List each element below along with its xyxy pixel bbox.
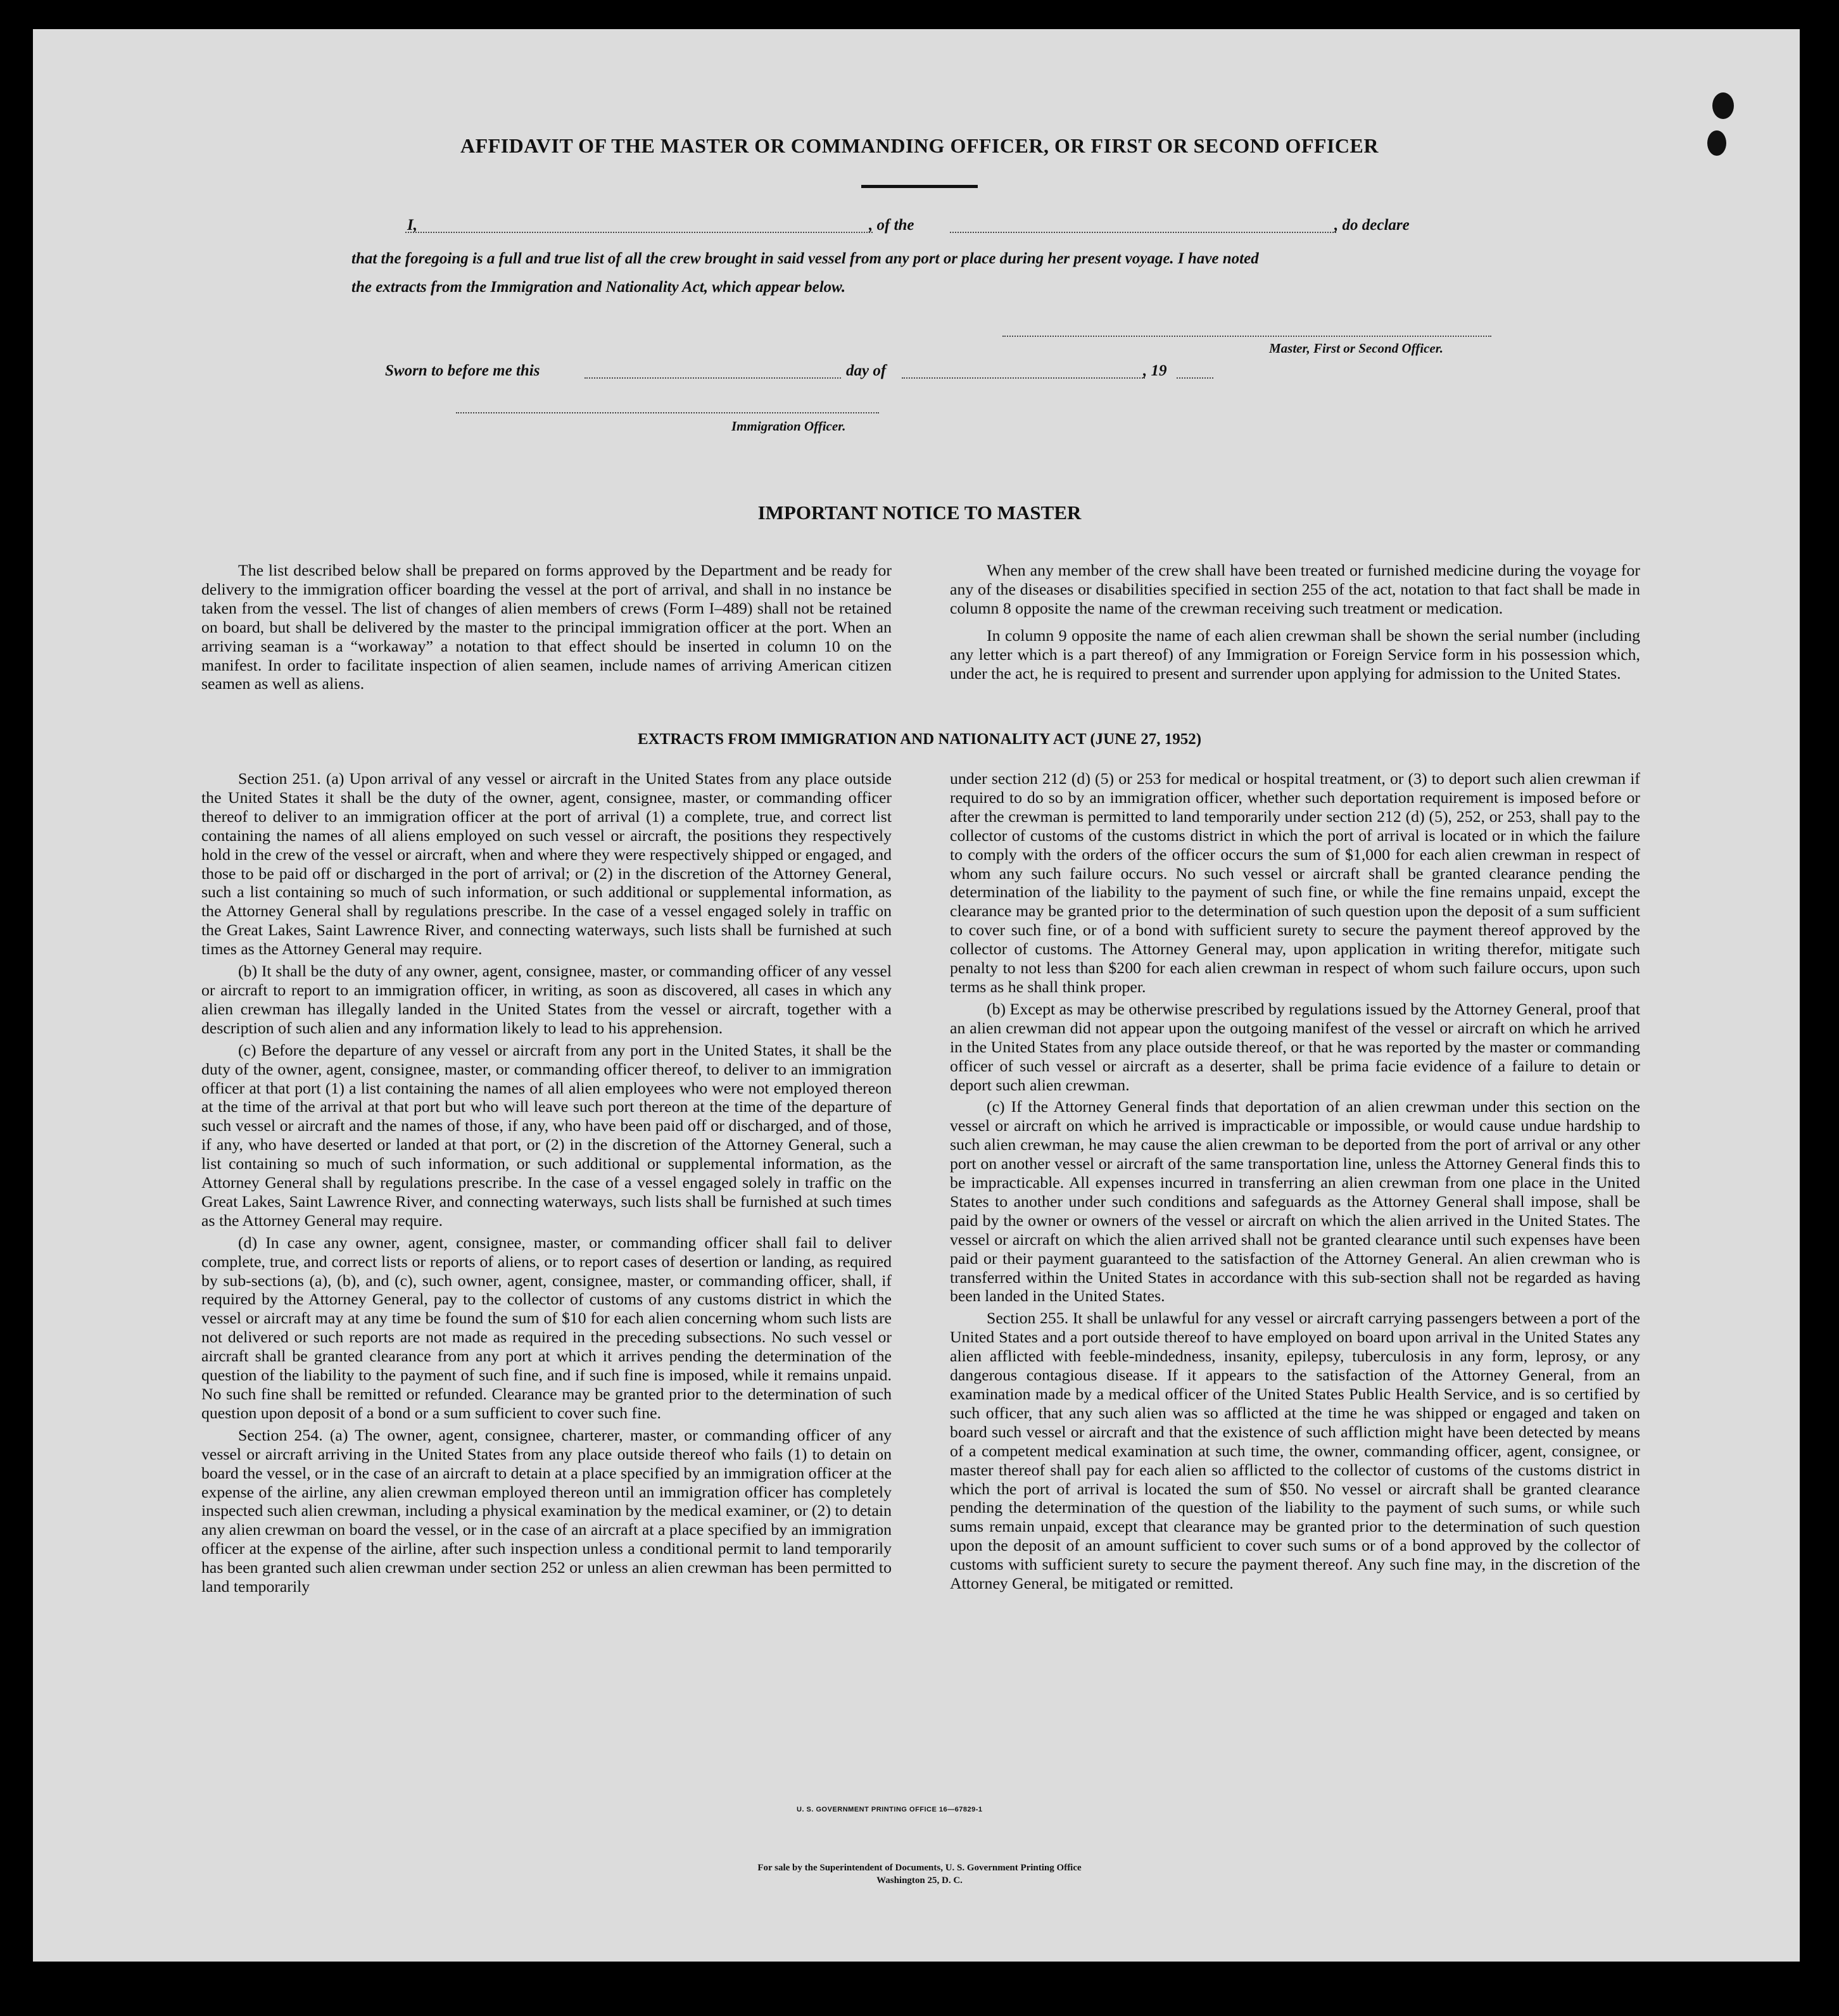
affidavit-do-declare: , do declare (1334, 217, 1410, 234)
sworn-prefix: Sworn to before me this (385, 362, 540, 379)
footer-line-2: Washington 25, D. C. (876, 1875, 963, 1886)
affidavit-statement (351, 244, 1491, 301)
act-paragraph: (c) Before the departure of any vessel or aircraft from any port in the United States, it shall be the duty of the owner, agent, consignee, master, or commanding officer thereof, to deliver to an immigration officer at that port (1) a list containing the names of all alien employees who were not employed thereon at the time of the arrival at that port but who will leave such port thereon at the time of the departure of such vessel or aircraft and the names of those, if any, who have been paid off or discharged, and of those, if any, who have deserted or landed at that port, or (2) in the discretion of the Attorney General, such a list containing so much of such information, or such additional or supplemental information, as the Attorney General shall by regulations prescribe. In the case of a vessel engaged solely in traffic on the Great Lakes, Saint Lawrence River, and connecting waterways, such lists shall be furnished at such times as the Attorney General may require. (201, 1040, 892, 1230)
officer-signature-line[interactable] (456, 412, 879, 413)
notice-paragraph: When any member of the crew shall have been treated or furnished medicine during the voyage for any of the diseases or disabilities specified in section 255 of the act, notation to that fact shall be made in column 8 opposite the name of the crewman receiving such treatment or medication. (950, 561, 1640, 617)
notice-paragraph: In column 9 opposite the name of each alien crewman shall be shown the serial number (including any letter which is a part thereof) of any Immigration or Foreign Service form in his possession which, under the act, he is required to present and surrender upon applying for admission to the United States. (950, 626, 1640, 683)
notice-left-column (201, 561, 892, 696)
affidavit-i: I, (407, 217, 417, 234)
notice-right-column (950, 561, 1640, 686)
affidavit-title: AFFIDAVIT OF THE MASTER OR COMMANDING OFFICER, OR FIRST OR SECOND OFFICER (460, 134, 1379, 157)
act-paragraph: (d) In case any owner, agent, consignee, master, or commanding officer shall fail to deliver complete, true, and correct lists or reports of aliens, or to report cases of desertion or landing, as required by sub-sections (a), (b), and (c), such owner, agent, consignee, master, or commanding officer, shall, if required by the Attorney General, pay to the collector of customs of any customs district in which the vessel or aircraft may at any time be found the sum of $10 for each alien concerning whom such lists are not delivered or such reports are not made as required in the preceding subsections. No such vessel or aircraft shall be granted clearance from any port at which it arrives pending the determination of the question of the liability to the payment of such fine, and if such fine is imposed, while it remains unpaid. No such fine shall be remitted or refunded. Clearance may be granted prior to the determination of such question upon deposit of a bond or a sum sufficient to cover such fine. (201, 1233, 892, 1422)
sworn-day-of: day of (846, 362, 887, 379)
extracts-title: EXTRACTS FROM IMMIGRATION AND NATIONALITY ACT (JUNE 27, 1952) (637, 731, 1202, 748)
vessel-blank[interactable] (950, 232, 1336, 233)
officer-signature-label: Immigration Officer. (731, 419, 846, 434)
act-paragraph: (b) It shall be the duty of any owner, agent, consignee, master, or commanding officer of any vessel or aircraft to report to an immigration officer, in writing, as soon as discovered, all cases in which any alien crewman has illegally landed in the United States from the vessel or aircraft, together with a description of such alien and any information likely to lead to his apprehension. (201, 962, 892, 1037)
notice-paragraph: The list described below shall be prepared on forms approved by the Department and be ready for delivery to the immigration officer boarding the vessel at the port of arrival, and shall in no instance be taken from the vessel. The list of changes of alien members of crews (Form I–489) shall not be retained on board, but shall be delivered by the master to the principal immigration officer at the port. When an arriving seaman is a “workaway” a notation to that effect should be inserted in column 10 on the manifest. In order to facilitate inspection of alien seamen, include names of arriving American citizen seamen as well as aliens. (201, 561, 892, 693)
act-paragraph: under section 212 (d) (5) or 253 for medical or hospital treatment, or (3) to deport such alien crewman if required to do so by an immigration officer, whether such deportation requirement is imposed before or after the crewman is permitted to land temporarily under section 212 (d) (5), 252, or 253, shall pay to the collector of customs of the customs district in which the port of arrival is located or in which the failure to comply with the orders of the officer occurs the sum of $1,000 for each alien crewman in respect of whom any such failure occurs. No such vessel or aircraft shall be granted clearance pending the determination of the liability to the payment of such fine, or while the fine remains unpaid, except the clearance may be granted prior to the determination of such question upon the deposit of a sum sufficient to cover such fine, or of a bond with sufficient surety to secure the payment thereof approved by the collector of customs. The Attorney General may, upon application in writing therefor, mitigate such penalty to not less than $200 for each alien crewman in respect of whom such failure occurs, upon such terms as he shall think proper. (950, 769, 1640, 996)
footer-line-1: For sale by the Superintendent of Documents, U. S. Government Printing Office (757, 1863, 1082, 1873)
act-paragraph: Section 254. (a) The owner, agent, consignee, charterer, master, or commanding officer of any vessel or aircraft arriving in the United States from any place outside thereof who fails (1) to detain on board the vessel, or in the case of an aircraft to detain at a place specified by an immigration officer at the expense of the airline, any alien crewman employed thereon until an immigration officer has completely inspected such alien crewman, including a physical examination by the medical examiner, or (2) to detain any alien crewman on board the vessel, or in the case of an aircraft at a place specified by an immigration officer at the expense of the airline, after such inspection unless a conditional permit to land temporarily has been granted such alien crewman under section 252 or unless an alien crewman has been permitted to land temporarily (201, 1425, 892, 1596)
act-paragraph: (b) Except as may be otherwise prescribed by regulations issued by the Attorney General, proof that an alien crewman did not appear upon the outgoing manifest of the vessel or aircraft on which he arrived in the United States from any place outside thereof, or that he was reported by the master or commanding officer of such vessel or aircraft as a deserter, shall be prima facie evidence of a failure to detain or deport such alien crewman. (950, 999, 1640, 1094)
footer (0, 1862, 1839, 1887)
affidavit-line-2: that the foregoing is a full and true list of all the crew brought in said vessel from any port or place during her present voyage. I have noted (351, 250, 1259, 267)
notice-title: IMPORTANT NOTICE TO MASTER (757, 501, 1082, 524)
sworn-year-blank[interactable] (1177, 377, 1213, 379)
master-signature-line[interactable] (1002, 336, 1491, 337)
act-paragraph: (c) If the Attorney General finds that deportation of an alien crewman under this section on the vessel or aircraft on which he arrived is impracticable or impossible, or would cause undue hardship to such alien crewman, he may cause the alien crewman to be deported from the port of arrival or any other port on another vessel or aircraft of the same transportation line, unless the Attorney General finds this to be impracticable. All expenses incurred in transferring an alien crewman from one place in the United States to another under such conditions and safeguards as the Attorney General shall impose, shall be paid by the owner or owners of the vessel or aircraft on which the alien arrived in the United States. The vessel or aircraft on which the alien arrived shall not be granted clearance until such expenses have been paid or their payment guaranteed to the satisfaction of the Attorney General. An alien crewman who is transferred within the United States in accordance with this sub-section shall not be regarded as having been landed in the United States. (950, 1097, 1640, 1306)
master-signature-label: Master, First or Second Officer. (1269, 341, 1443, 356)
printing-office-imprint: U. S. GOVERNMENT PRINTING OFFICE 16—67829-1 (797, 1806, 983, 1813)
affidavit-of-the: , of the (869, 217, 914, 234)
title-underline (861, 185, 978, 188)
sworn-day-blank[interactable] (585, 377, 841, 379)
sworn-month-blank[interactable] (902, 377, 1145, 379)
extracts-right-column (950, 769, 1640, 1596)
name-blank[interactable] (405, 232, 873, 233)
extracts-left-column (201, 769, 892, 1599)
affidavit-line-3: the extracts from the Immigration and Nationality Act, which appear below. (351, 279, 846, 296)
act-paragraph: Section 251. (a) Upon arrival of any vessel or aircraft in the United States from any place outside the United States it shall be the duty of the owner, agent, consignee, master, or commanding officer thereof to deliver to an immigration officer at the port of arrival (1) a complete, true, and correct list containing the names of all aliens employed on such vessel or aircraft, the positions they respectively hold in the crew of the vessel or aircraft, when and where they were respectively shipped or engaged, and those to be paid off or discharged in the port of arrival; or (2) in the discretion of the Attorney General, such a list containing so much of such information, or such additional or supplemental information, as the Attorney General shall by regulations prescribe. In the case of a vessel engaged solely in traffic on the Great Lakes, Saint Lawrence River, and connecting waterways, such lists shall be furnished at such times as the Attorney General may require. (201, 769, 892, 959)
sworn-year: , 19 (1143, 362, 1167, 379)
act-paragraph: Section 255. It shall be unlawful for any vessel or aircraft carrying passengers between a port of the United States and a port outside thereof to have employed on board upon arrival in the United States any alien afflicted with feeble-mindedness, insanity, epilepsy, tuberculosis in any form, leprosy, or any dangerous contagious disease. If it appears to the satisfaction of the Attorney General, from an examination made by a medical officer of the United States Public Health Service, and is so certified by such officer, that any such alien was so afflicted at the time he was shipped or engaged and taken on board such vessel or aircraft and that the existence of such affliction might have been detected by means of a competent medical examination at such time, the owner, commanding officer, agent, consignee, or master thereof shall pay for each alien so afflicted to the collector of customs of the customs district in which the port of arrival is located the sum of $50. No vessel or aircraft shall be granted clearance pending the determination of the question of the liability to the payment of such sums, or while such sums remain unpaid, except that clearance may be granted prior to the determination of such question upon the deposit of an amount sufficient to cover such sums or of a bond approved by the collector of customs with sufficient surety to secure the payment thereof. Any such fine may, in the discretion of the Attorney General, be mitigated or remitted. (950, 1309, 1640, 1593)
ink-blot (1712, 92, 1734, 119)
